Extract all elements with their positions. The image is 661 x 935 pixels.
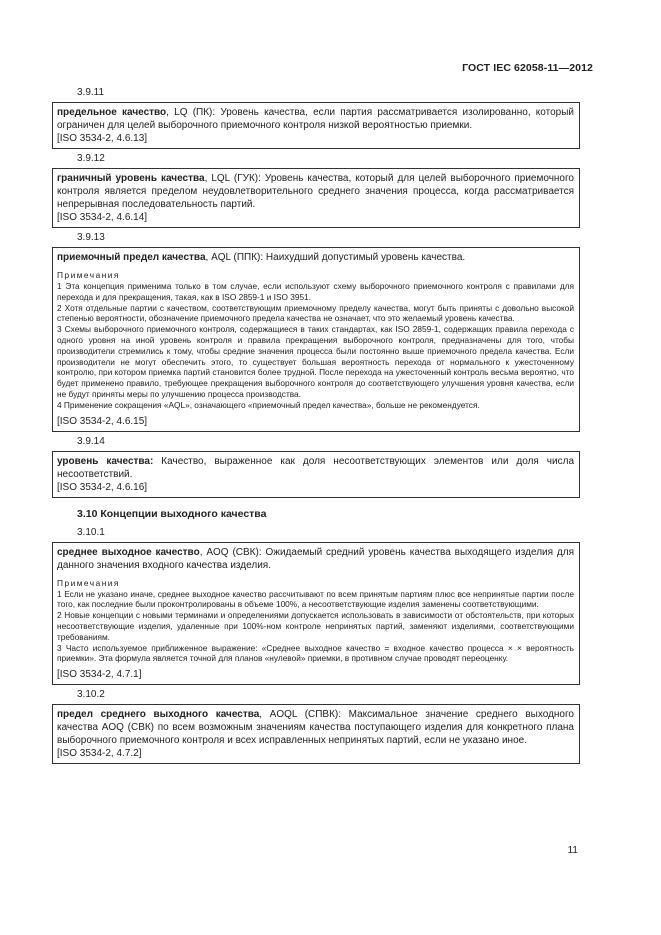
term-reference: [ISO 3534-2, 4.6.16]: [57, 481, 148, 493]
clause-number: 3.9.11: [77, 87, 105, 98]
term-box: [52, 102, 580, 149]
term-box: [52, 247, 580, 432]
term-definition: , LQ (ПК): Уровень качества, если партия рассматривается изолированно, который ограничен для целей выборочного приемочного контроля низкой вероятностью приемки.: [57, 107, 574, 131]
term-name: уровень качества:: [57, 455, 154, 467]
notes-heading: Примечания: [57, 270, 120, 280]
term-definition: , AOQL (СПВК): Максимальное значение среднего выходного качества AOQ (СВК) по всем возможным значениям качества поступающего изделия для конкретного плана выборочного приемочного контроля и всех исправленных непринятых партий, если не указано иное.: [57, 709, 574, 747]
term-box: [52, 542, 580, 686]
note-item: 1 Если не указано иначе, среднее выходное качество рассчитывают по всем принятым партиям плюс все непринятые партии после того, как последние были проконтролированы в объеме 100%, а несоответствующие изделия заменены соответствующими.: [57, 588, 574, 610]
term-name: граничный уровень качества: [57, 173, 205, 184]
term-definition: , AOQ (СВК): Ожидаемый средний уровень качества выходящего изделия для данного значения входного качества изделия.: [57, 546, 575, 571]
term-reference: [ISO 3534-2, 4.7.1]: [57, 669, 142, 681]
clause-number: 3.10.1: [77, 526, 105, 538]
clause-number: 3.9.13: [77, 232, 105, 243]
note-item: 4 Применение сокращения «AQL», означающего «приемочный предел качества», больше не рекомендуется.: [57, 399, 480, 410]
section-title: 3.10 Концепции выходного качества: [77, 507, 267, 520]
term-definition: , AQL (ППК): Наихудший допустимый уровень качества.: [205, 252, 466, 263]
term-definition: Качество, выраженное как доля несоответствующих элементов или доля числа несоответствий.: [57, 455, 575, 480]
term-box: [52, 168, 580, 228]
page-content: [52, 86, 580, 767]
term-box: [52, 704, 580, 764]
clause-number: 3.9.14: [77, 435, 105, 447]
term-reference: [ISO 3534-2, 4.6.13]: [57, 133, 148, 144]
document-id: ГОСТ IEC 62058-11—2012: [462, 62, 593, 74]
term-definition: , LQL (ГУК): Уровень качества, который для целей выборочного приемочного контроля является пределом неудовлетворительного среднего значения процесса, когда рассматривается непрерывная последовательность партий.: [57, 173, 574, 210]
term-reference: [ISO 3534-2, 4.7.2]: [57, 748, 142, 760]
term-name: приемочный предел качества: [57, 252, 206, 263]
note-item: 1 Эта концепция применима только в том случае, если используют схему выборочного приемочного контроля с правилами для перехода и для прекращения, такая, как в ISO 2859-1 и ISO 3951.: [57, 281, 574, 302]
term-reference: [ISO 3534-2, 4.6.15]: [57, 415, 148, 427]
notes-heading: Примечания: [57, 577, 120, 588]
note-item: 3 Схемы выборочного приемочного контроля, содержащиеся в таких стандартах, как ISO 2859-1, содержащих правила перехода с одного уровня на иной уровень контроля и правила прекращения выборочного контроля, предназначены для того, чтобы производители стремились к тому, чтобы средние значения процесса были постоянно выше приемочного предела качества. Если производители не могут обеспечить этого, то существует большая вероятность перехода от нормального к ужесточенному контролю, при котором приемка партий становится более трудной. После перехода на ужесточенный контроль весьма вероятно, что будет применено правило, требующее прекращения выборочного контроля до соответствующего улучшения уровня качества, если не будут приняты меры по улучшению процесса производства.: [57, 324, 574, 399]
note-item: 3 Часто используемое приближенное выражение: «Среднее выходное качество = входное качество процесса × × вероятность приемки». Эта формула является точной для планов «нулевой» приемки, в противном случае проводят переоценку.: [57, 642, 574, 664]
clause-number: 3.9.12: [77, 153, 105, 164]
term-box: [52, 451, 580, 498]
note-item: 2 Хотя отдельные партии с качеством, соответствующим приемочному пределу качества, могут быть приняты с довольно высокой степенью вероятности, обозначение приемочного предела качества не означает, что это желаемый уровень качества.: [57, 302, 574, 324]
page-number: 11: [567, 845, 578, 856]
term-name: предел среднего выходного качества: [57, 709, 260, 721]
term-reference: [ISO 3534-2, 4.6.14]: [57, 212, 148, 223]
note-item: 2 Новые концепции с новыми терминами и определениями допускается использовать в зависимости от обстоятельств, при которых несоответствующие изделия, удаленные при 100%-ном контроле непринятых партий, заменяют изделиями, соответствующими требованиям.: [57, 610, 574, 642]
clause-number: 3.10.2: [77, 689, 105, 701]
term-name: предельное качество: [57, 107, 167, 118]
term-name: среднее выходное качество: [57, 546, 200, 558]
